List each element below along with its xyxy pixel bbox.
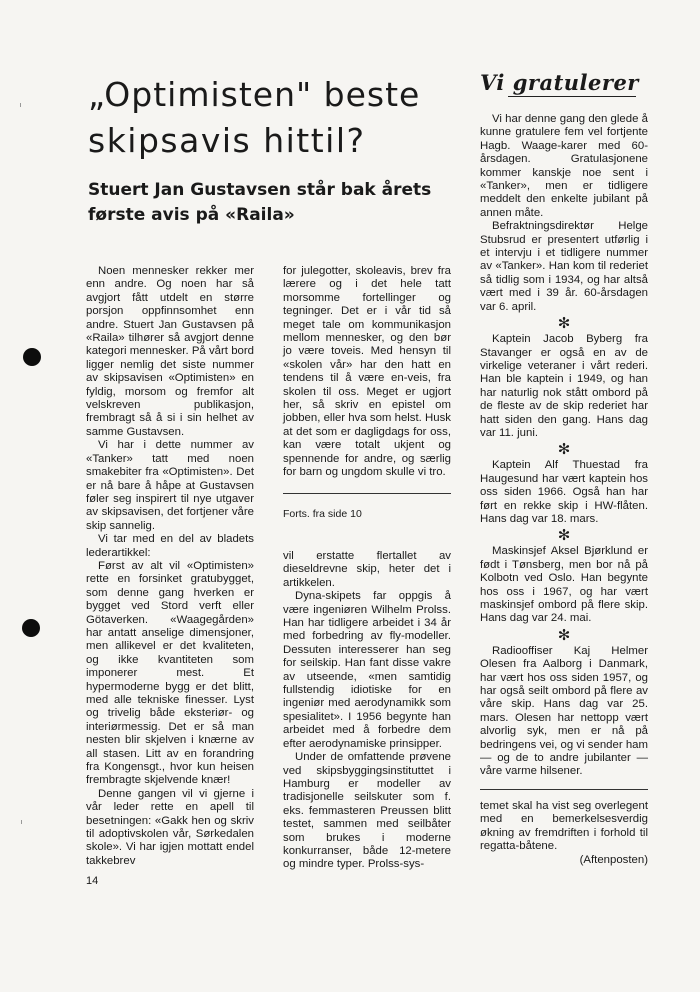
- asterisk-flower-icon: ✻: [557, 441, 571, 459]
- headline-line-2: skipsavis hittil?: [88, 121, 366, 160]
- article-column-2: [283, 265, 451, 480]
- subheadline: [88, 178, 458, 228]
- continued-article-end: [480, 800, 648, 867]
- headline: [88, 72, 458, 164]
- asterisk-flower-icon: ✻: [557, 626, 571, 644]
- congrats-intro: Vi har denne gang den glede å kunne gratulere fem vel fortjente Hagb. Waage-karer med 60-årsdagen. Gratulasjonene kommer kanskje noe sent i «Tanker», men er tidligere meddelt den enkelte jubilant på annen måte.: [480, 113, 648, 219]
- article-paragraph: Vi har i dette nummer av «Tanker» tatt med noen smakebiter fra «Optimisten». Det er nå bare å håpe at Gustavsen føler seg inspirert til nye utgaver av skipsavisen, det fortjener våre skip sannelig.: [86, 439, 254, 532]
- punch-hole: [22, 619, 40, 637]
- continued-label: Forts. fra side 10: [283, 508, 362, 520]
- asterisk-flower-icon: ✻: [557, 527, 571, 545]
- page-number: 14: [86, 875, 99, 887]
- subheadline-line-1: Stuert Jan Gustavsen står bak årets: [88, 180, 432, 200]
- article-paragraph: for julegotter, skoleavis, brev fra lærere og i det hele tatt morsomme fortellinger og tegninger. Det er i vår tid så meget tale om kommunikasjon mellom mennesker, og den bør jo være toveis. Med hensyn til «skolen vår» har den hatt en tendens til å være en-veis, fra skolen til oss. Meget er ugjort her, så skriv en epistel om jobben, eller hva som helst. Husk at det som er dagligdags for oss, kan være totalt ukjent og spennende for andre, og særlig for barn og ungdom skulle vi tro.: [283, 265, 451, 479]
- title-underline: [508, 96, 636, 97]
- congrats-item: Kaptein Jacob Byberg fra Stavanger er også en av de virkelige veteraner i vårt rederi. Han ble kaptein i 1949, og han har naturlig nok stått ombord på de fleste av de skip rederiet har hatt siden den gang. Hans dag var 11. juni.: [480, 333, 648, 439]
- article-paragraph: Under de omfattende prøvene ved skipsbyggingsinstituttet i Hamburg er modeller av tradisjonelle seilskuter som f. eks. femmasteren Preussen blitt testet, sammen med seilbåter som brukes i moderne konkurranser, både 12-metere og mindre typer. Prolss-sys-: [283, 751, 451, 871]
- article-paragraph: Denne gangen vil vi gjerne i vår leder rette en apell til besetningen: «Gakk hen og skriv til adoptivskolen vår, Sørkedalen skole». Vi har igjen mottatt endel takkebrev: [86, 787, 254, 867]
- article-paragraph: temet skal ha vist seg overlegent med en bemerkelsesverdig økning av fremdriften i forhold til regatta-båtene.: [480, 800, 648, 853]
- congrats-item: Radiooffiser Kaj Helmer Olesen fra Aalborg i Danmark, har vært hos oss siden 1957, og har også seilt ombord på flere av våre skip. Hans dag var 25. mars. Olesen har nettopp vært alvorlig syk, men er nå på bedringens vei, og vi sender ham — og de to andre jubilanter — våre varme hilsener.: [480, 644, 648, 778]
- congrats-title: Vi gratulerer: [480, 70, 639, 95]
- paper-mark: [21, 820, 22, 824]
- article-paragraph: Vi tar med en del av bladets lederartikkel:: [86, 533, 254, 559]
- column-divider: [480, 789, 648, 790]
- paper-mark: [20, 103, 21, 107]
- column-divider: [283, 493, 451, 494]
- congrats-column: [480, 113, 648, 779]
- article-paragraph: Først av alt vil «Optimisten» rette en forsinket gratubygget, som denne gang hverken er bygget ved Stord verft eller Götaverken. «Waagegården» har antatt anselige dimensjoner, men allikevel er det kvaliteten, og ikke kvantiteten som imponerer mest. Et hypermoderne bygg er det blitt, med alle tekniske finesser. Lyst og trivelig både eksteriør- og interiørmessig. Det er så man nesten blir skjelven i knærne av all stasen. Litt av en forandring fra Kongensgt., hvor kun heisen frembragte skjelvende knær!: [86, 559, 254, 787]
- continued-article: [283, 550, 451, 872]
- subheadline-line-2: første avis på «Raila»: [88, 205, 295, 225]
- headline-line-1: „Optimisten" beste: [88, 75, 421, 114]
- article-paragraph: vil erstatte flertallet av dieseldrevne skip, heter det i artikkelen.: [283, 550, 451, 589]
- article-column-1: [86, 265, 254, 868]
- punch-hole: [23, 348, 41, 366]
- article-paragraph: Noen mennesker rekker mer enn andre. Og noen har så avgjort fått utdelt en større porsjon oppfinnsomhet enn andre. Stuert Jan Gustavsen på «Raila» tilhører så avgjort denne kategori mennesker. På vårt bord ligger nemlig det siste nummer av skipsavisen «Optimisten» en fyldig, morsom og fremfor alt velskreven publikasjon, frembragt så å si i sin helhet av samme Gustavsen.: [86, 265, 254, 438]
- asterisk-flower-icon: ✻: [557, 315, 571, 333]
- congrats-item: Kaptein Alf Thuestad fra Haugesund har vært kaptein hos oss siden 1966. Også han har ført en rekke skip i HW-flåten. Hans dag var 18. mars.: [480, 459, 648, 525]
- congrats-item: Maskinsjef Aksel Bjørklund er født i Tønsberg, men bor nå på Kolbotn ved Oslo. Han begynte hos oss i 1967, og har vært maskinsjef ombord på flere skip. Hans dag var 24. mai.: [480, 545, 648, 625]
- source-credit: (Aftenposten): [579, 853, 648, 866]
- article-paragraph: Dyna-skipets far oppgis å være ingeniøren Wilhelm Prolss. Han har tidligere arbeidet i 34 år med forbedring av fly-modeller. Dessuten interesserer han seg for seilskip. Han fant disse vakre av utseende, «men samtidig fullstendig idiotiske for en ingeniør med aerodynamikk som spesialitet». I 1956 begynte han arbeidet med å forbedre dem efter aerodynamiske prinsipper.: [283, 590, 451, 750]
- congrats-item: Befraktningsdirektør Helge Stubsrud er presentert utførlig i et intervju i et tidligere nummer av «Tanker». Han kom til rederiet så tidlig som i 1934, og har altså vært med i 39 år. 60-årsdagen var 6. april.: [480, 220, 648, 313]
